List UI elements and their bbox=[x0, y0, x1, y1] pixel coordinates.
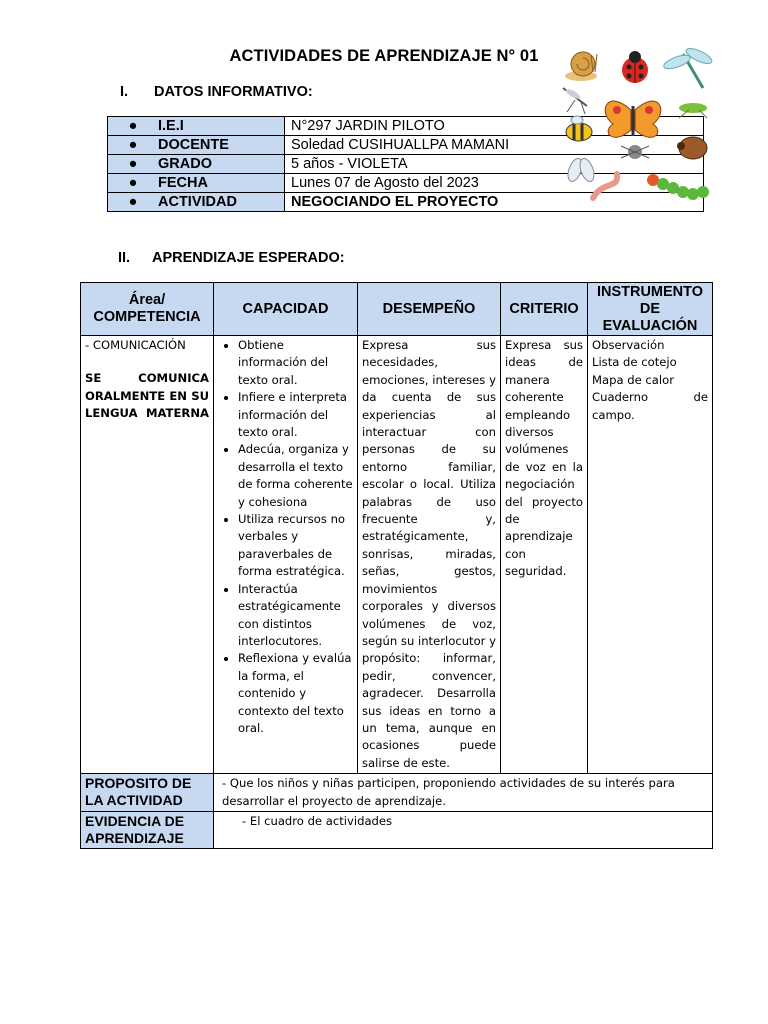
list-item: • Adecúa, organiza y desarrolla el texto de forma coherente y cohesiona bbox=[238, 441, 353, 511]
proposito-text: - Que los niños y niñas participen, proponiendo actividades de su interés para desarrollar el proyecto de aprendizaje. bbox=[214, 774, 713, 812]
instrumento-item: Observación bbox=[592, 338, 665, 352]
dragonfly-icon bbox=[662, 46, 714, 88]
header-instrumento: INSTRUMENTO DE EVALUACIÓN bbox=[588, 283, 713, 336]
section-title: DATOS INFORMATIVO: bbox=[154, 84, 313, 100]
section-number: I. bbox=[120, 84, 129, 100]
info-value: Soledad CUSIHUALLPA MAMANI bbox=[285, 136, 704, 155]
info-value: N°297 JARDIN PILOTO bbox=[285, 117, 704, 136]
header-desempeno: DESEMPEÑO bbox=[358, 283, 501, 336]
area-cell bbox=[81, 336, 214, 774]
instrumento-cell bbox=[588, 336, 713, 774]
insects-illustration bbox=[557, 40, 768, 220]
competencia-text: SE COMUNICA ORALMENTE EN SU LENGUA MATERNA bbox=[85, 371, 209, 421]
spider-icon bbox=[621, 145, 649, 159]
list-item: • Infiere e interpreta información del texto oral. bbox=[238, 389, 353, 441]
info-key: I.E.I bbox=[158, 118, 184, 134]
content-row bbox=[81, 336, 713, 774]
butterfly-icon bbox=[605, 101, 661, 137]
header-criterio: CRITERIO bbox=[501, 283, 588, 336]
info-key: ACTIVIDAD bbox=[158, 194, 237, 210]
evidencia-label: EVIDENCIA DE APRENDIZAJE bbox=[81, 811, 214, 848]
capacidad-cell bbox=[214, 336, 358, 774]
area-text: - COMUNICACIÓN bbox=[85, 338, 186, 352]
info-value: Lunes 07 de Agosto del 2023 bbox=[285, 174, 704, 193]
section-title: APRENDIZAJE ESPERADO: bbox=[152, 250, 345, 266]
section-number: II. bbox=[118, 250, 131, 266]
mosquito-icon bbox=[563, 87, 587, 114]
info-key: GRADO bbox=[158, 156, 212, 172]
desempeno-cell: Expresa sus necesidades, emociones, intereses y da cuenta de sus experiencias al interactuar con personas de su entorno familiar, escolar o local. Utiliza palabras de uso frecuente y, estratégicamente, sonrisas, miradas, señas, gestos, movimientos corporales y diversos volúmenes de voz, según su interlocutor y propósito: informar, pedir, convencer, agradecer. Desarrolla sus ideas en torno a un tema, aunque en ocasiones puede salirse de este. bbox=[358, 336, 501, 774]
info-value: 5 años - VIOLETA bbox=[285, 155, 704, 174]
header-row bbox=[81, 283, 713, 336]
proposito-row bbox=[81, 774, 713, 812]
fly-icon bbox=[565, 157, 596, 184]
info-value: NEGOCIANDO EL PROYECTO bbox=[285, 193, 704, 212]
info-key: DOCENTE bbox=[158, 137, 229, 153]
evidencia-text: - El cuadro de actividades bbox=[214, 811, 713, 848]
header-capacidad: CAPACIDAD bbox=[214, 283, 358, 336]
page-title: ACTIVIDADES DE APRENDIZAJE N° 01 bbox=[229, 47, 539, 65]
caterpillar-icon bbox=[647, 174, 709, 200]
info-key: FECHA bbox=[158, 175, 208, 191]
list-item: • Utiliza recursos no verbales y paraverbales de forma estratégica. bbox=[238, 511, 353, 581]
instrumento-item: Mapa de calor bbox=[592, 372, 674, 387]
bullet-icon: ● bbox=[128, 175, 138, 191]
list-item: • Obtiene información del texto oral. bbox=[238, 337, 353, 389]
learning-table bbox=[80, 282, 713, 849]
beetle-icon bbox=[677, 137, 707, 159]
bullet-icon: ● bbox=[128, 137, 138, 153]
ladybug-icon bbox=[622, 51, 648, 83]
worm-icon bbox=[593, 174, 617, 198]
bee-icon bbox=[566, 116, 592, 141]
proposito-label: PROPOSITO DE LA ACTIVIDAD bbox=[81, 774, 214, 812]
capacidad-list bbox=[218, 337, 353, 737]
list-item: • Interactúa estratégicamente con distintos interlocutores. bbox=[238, 581, 353, 651]
instrumento-item: Cuaderno de campo. bbox=[592, 390, 708, 422]
grasshopper-icon bbox=[679, 103, 707, 118]
header-area: Área/ COMPETENCIA bbox=[81, 283, 214, 336]
instrumento-item: Lista de cotejo bbox=[592, 355, 677, 370]
list-item: • Reflexiona y evalúa la forma, el contenido y contexto del texto oral. bbox=[238, 650, 353, 737]
bullet-icon: ● bbox=[128, 156, 138, 172]
evidencia-row bbox=[81, 811, 713, 848]
snail-icon bbox=[565, 52, 597, 81]
section-heading-aprendizaje bbox=[118, 250, 345, 266]
section-heading-datos bbox=[120, 84, 313, 100]
criterio-cell: Expresa sus ideas de manera coherente empleando diversos volúmenes de voz en la negociación del proyecto de aprendizaje con seguridad. bbox=[501, 336, 588, 774]
bullet-icon: ● bbox=[128, 194, 138, 210]
bullet-icon: ● bbox=[128, 118, 138, 134]
